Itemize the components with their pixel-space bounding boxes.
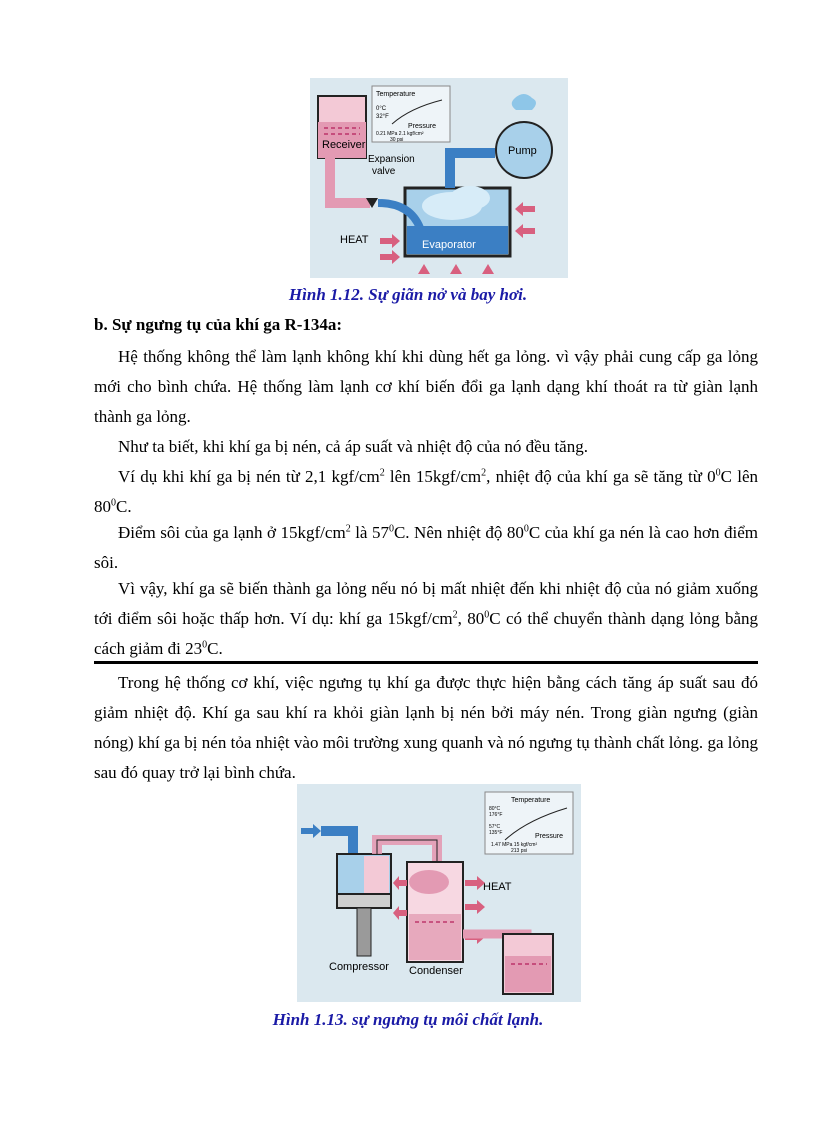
graph2-p2: 213 psi xyxy=(511,848,528,854)
p5-d: C. xyxy=(207,639,223,658)
graph1-t1: 0°C xyxy=(376,106,387,112)
paragraph-3 xyxy=(94,462,758,522)
graph1-temperature: Temperature xyxy=(376,91,416,98)
graph2-t2: 176°F xyxy=(489,812,503,818)
p4-sup1: 2 xyxy=(345,523,351,535)
figure1-caption: Hình 1.12. Sự giãn nở và bay hơi. xyxy=(288,285,528,304)
pump-label: Pump xyxy=(508,145,537,157)
heat-label: HEAT xyxy=(340,234,369,246)
p4-sup2: 0 xyxy=(388,523,394,535)
horizontal-rule xyxy=(94,661,758,664)
graph2-pressure: Pressure xyxy=(535,833,564,840)
p3-e: C. xyxy=(116,497,132,516)
p3-c: , nhiệt độ của khí ga sẽ tăng từ 0 xyxy=(486,467,716,486)
graph1-t2: 32°F xyxy=(376,114,389,120)
condensation-figure xyxy=(297,784,581,1002)
paragraph-2 xyxy=(94,432,758,462)
p3-a: Ví dụ khi khí ga bị nén từ 2,1 kgf/cm xyxy=(118,467,380,486)
p5-sup1: 2 xyxy=(452,609,458,621)
p5-c: C có thể chuyển thành dạng lỏng bằng cách giảm đi 23 xyxy=(94,609,759,658)
p5-a: Vì vậy, khí ga sẽ biến thành ga lỏng nếu nó bị mất nhiệt đến khi nhiệt độ của nó giảm xuống tới điểm sôi hoặc thấp hơn. Ví dụ: khí ga 15kgf/cm xyxy=(94,579,758,628)
p3-sup1: 2 xyxy=(379,467,385,479)
graph1-p1: 0.21 MPa 2.1 kgf/cm² xyxy=(376,131,424,137)
figure2-caption: Hình 1.13. sự ngưng tụ môi chất lạnh. xyxy=(272,1010,544,1029)
compressor-label: Compressor xyxy=(329,961,389,973)
p4-c: C. Nên nhiệt độ 80 xyxy=(393,523,524,542)
expansion-label-2: valve xyxy=(372,166,396,177)
p4-sup3: 0 xyxy=(523,523,529,535)
p3-sup2: 2 xyxy=(481,467,487,479)
p3-d: C lên 80 xyxy=(94,467,759,516)
p3-sup4: 0 xyxy=(111,497,116,509)
graph1-pressure: Pressure xyxy=(408,123,437,130)
graph1-p2: 30 psi xyxy=(390,137,404,143)
paragraph-5 xyxy=(94,574,758,664)
heat-label-2: HEAT xyxy=(483,881,512,893)
p4-d: C của khí ga nén là cao hơn điểm sôi. xyxy=(94,523,759,572)
p5-sup2: 0 xyxy=(484,609,490,621)
section-b-heading: b. Sự ngưng tụ của khí ga R-134a: xyxy=(94,315,343,334)
paragraph-4 xyxy=(94,518,758,578)
p5-sup3: 0 xyxy=(202,639,208,651)
evaporator-label: Evaporator xyxy=(422,239,476,251)
p4-b: là 57 xyxy=(350,523,389,542)
condenser-label: Condenser xyxy=(409,965,463,977)
graph2-t3: 57°C xyxy=(489,824,501,830)
graph2-temperature: Temperature xyxy=(511,797,551,804)
paragraph-1 xyxy=(94,342,758,432)
graph2-t4: 135°F xyxy=(489,830,503,836)
expansion-label-1: Expansion xyxy=(368,154,415,165)
paragraph-2-text: Như ta biết, khi khí ga bị nén, cả áp suất và nhiệt độ của nó đều tăng. xyxy=(118,437,588,456)
receiver-label: Receiver xyxy=(322,139,366,151)
p3-sup3: 0 xyxy=(715,467,721,479)
paragraph-1-text: Hệ thống không thể làm lạnh không khí khi dùng hết ga lỏng. vì vậy phải cung cấp ga lỏng mới cho bình chứa. Hệ thống làm lạnh cơ khí biến đổi ga lạnh dạng khí thoát ra từ giàn lạnh thành ga lỏng. xyxy=(94,347,758,426)
graph2-p1: 1.47 MPa 15 kgf/cm² xyxy=(491,842,538,848)
p3-b: lên 15kgf/cm xyxy=(384,467,482,486)
paragraph-6-text: Trong hệ thống cơ khí, việc ngưng tụ khí ga được thực hiện bằng cách tăng áp suất sau đó giảm nhiệt độ. Khí ga sau khí ra khỏi giàn lạnh bị nén bởi máy nén. Trong giàn ngưng (giàn nóng) khí ga bị nén tỏa nhiệt vào môi trường xung quanh và nó ngưng tụ thành chất lỏng. ga lỏng sau đó quay trở lại bình chứa. xyxy=(94,673,758,782)
paragraph-6 xyxy=(94,668,758,788)
p4-a: Điểm sôi của ga lạnh ở 15kgf/cm xyxy=(118,523,346,542)
p5-b: , 80 xyxy=(457,609,485,628)
graph2-t1: 80°C xyxy=(489,806,501,812)
expansion-evaporation-figure xyxy=(310,78,568,278)
